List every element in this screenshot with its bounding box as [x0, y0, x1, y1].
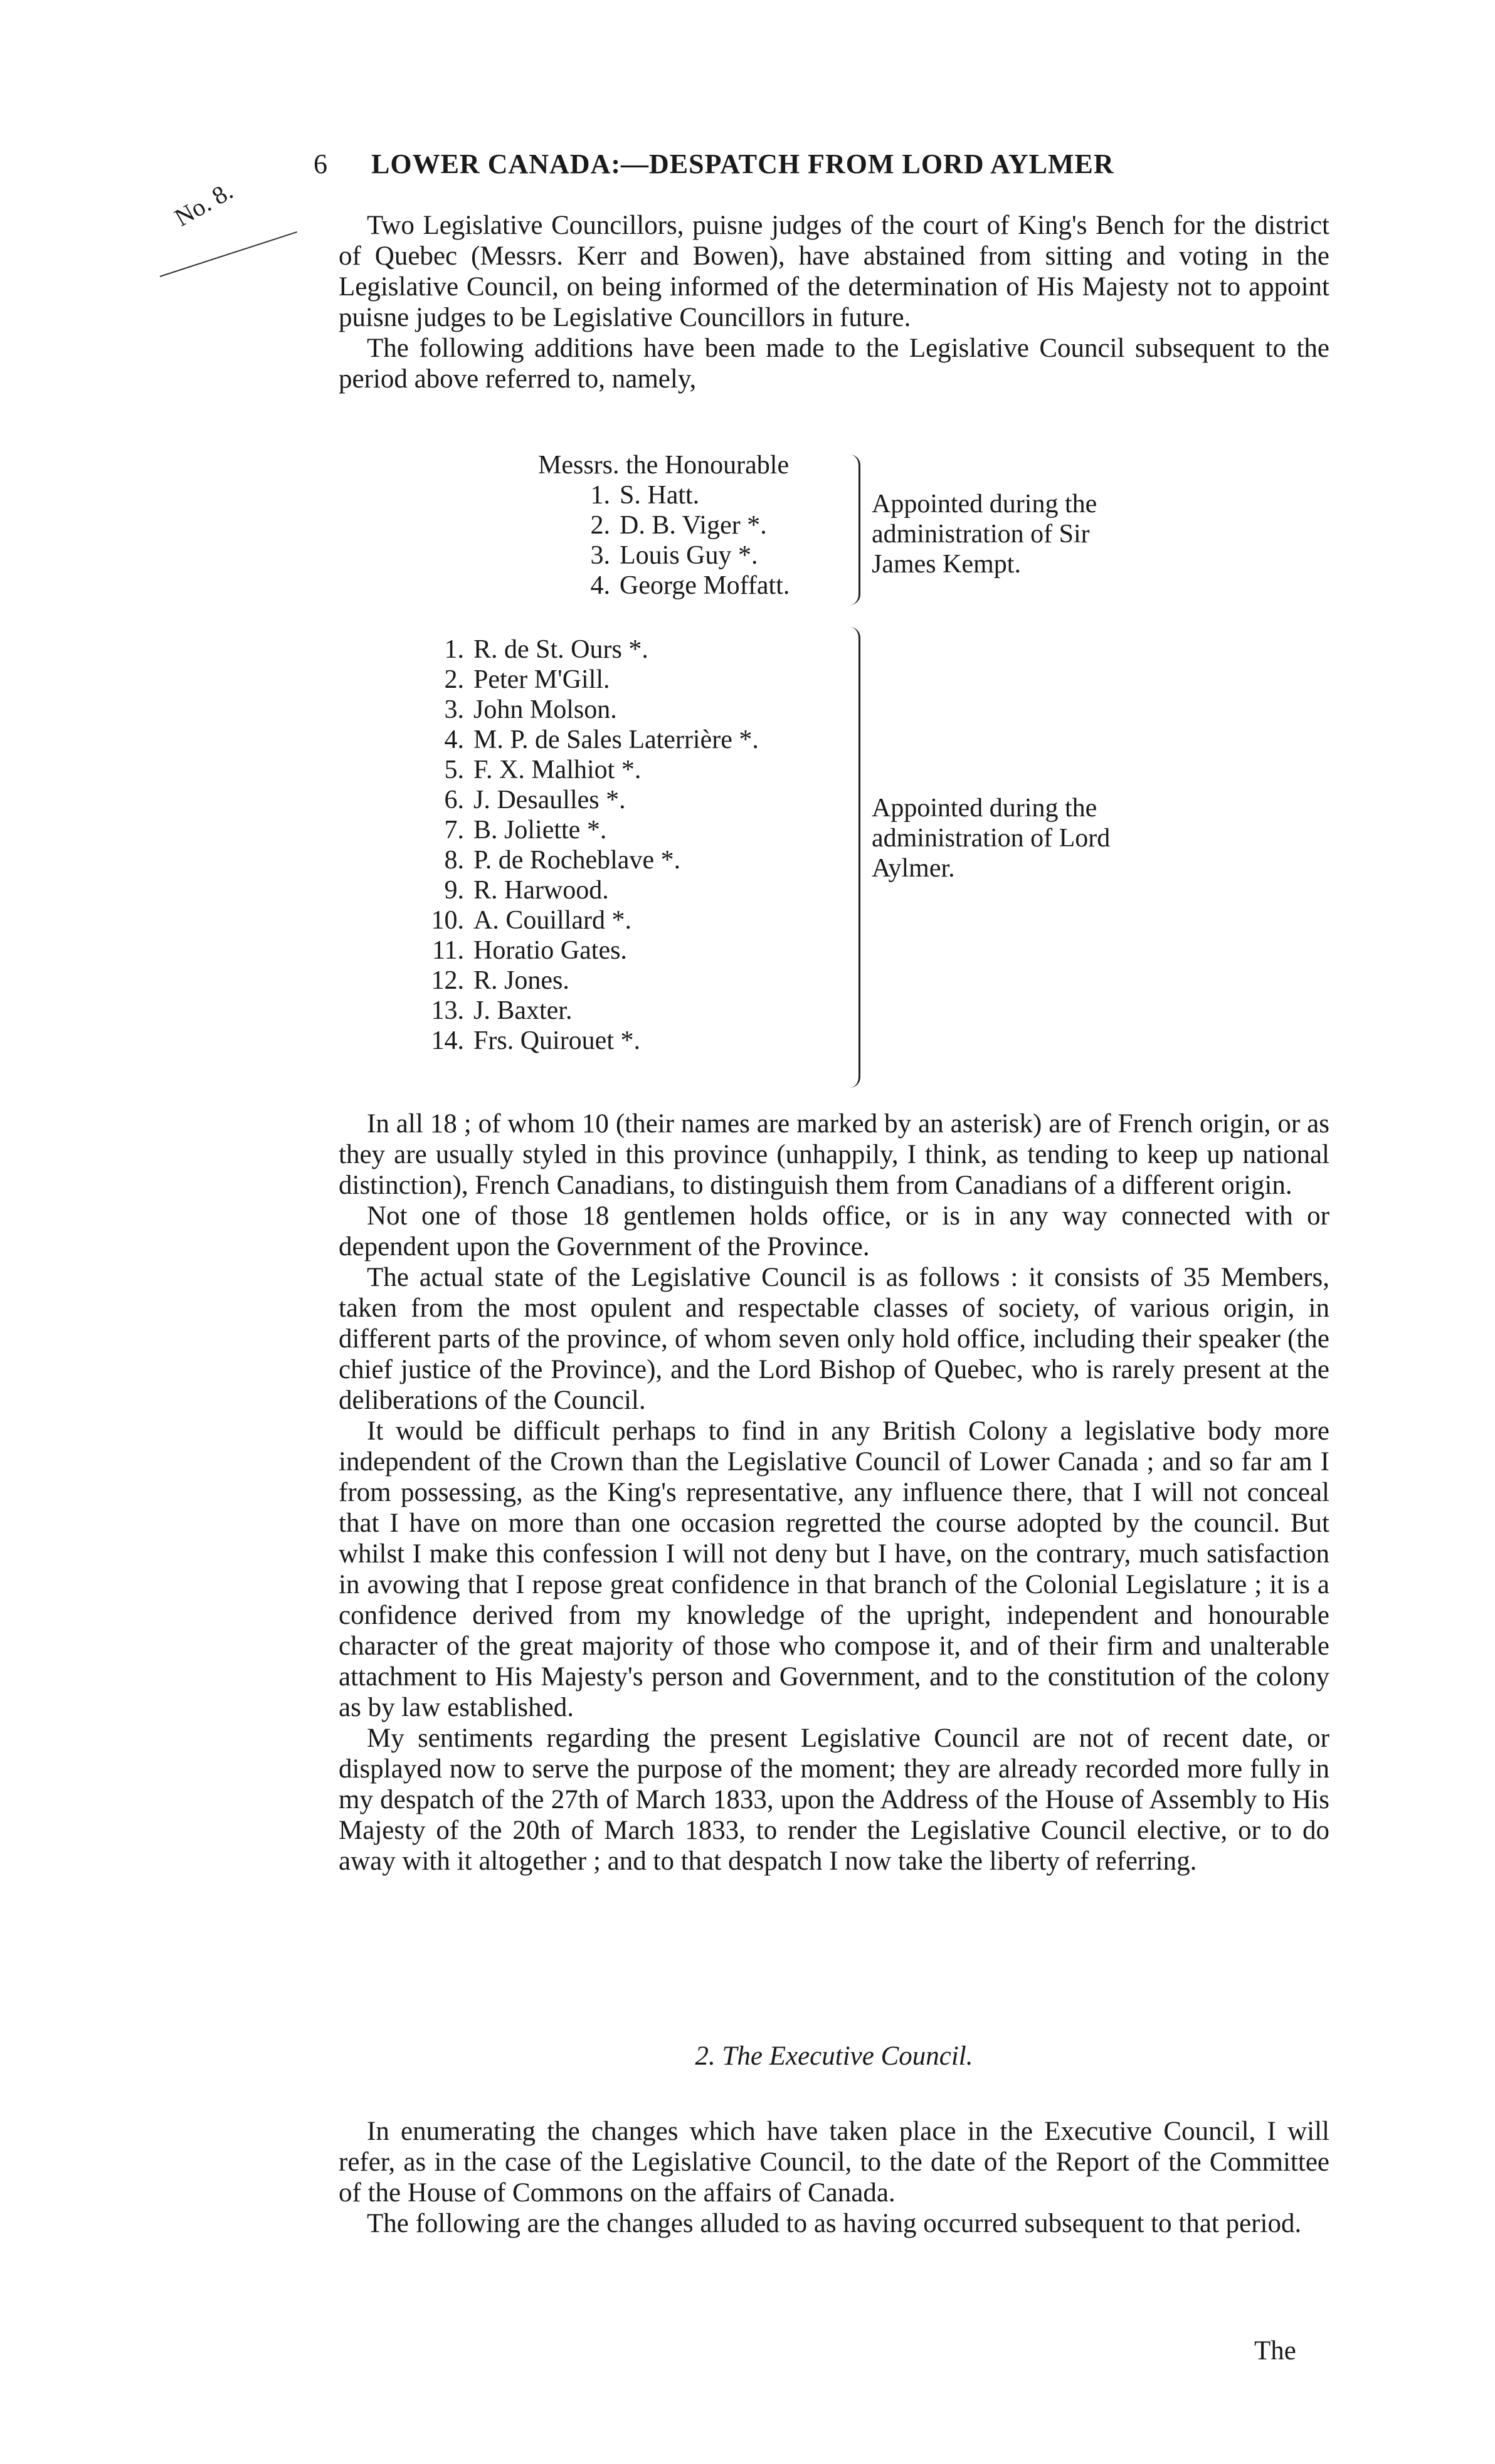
- paragraph: The following additions have been made to the Legislative Council subsequent to the period above referred to, namely,: [339, 334, 1329, 394]
- list-item: 6. J. Desaulles *.: [444, 786, 626, 814]
- margin-note: No. 8.: [169, 176, 238, 232]
- paragraph: The actual state of the Legislative Council is as follows : it consists of 35 Members, taken from the most opulent and respectable classes of society, of various origin, in different parts of the province, of whom seven only hold office, including their speaker (the chief justice of the Province), and the Lord Bishop of Quebec, who is rarely present at the deliberations of the Council.: [339, 1263, 1329, 1415]
- list-item: 9. R. Harwood.: [444, 876, 609, 905]
- paragraph: My sentiments regarding the present Legislative Council are not of recent date, or displayed now to serve the purpose of the moment; they are already recorded more fully in my despatch of the 27th of March 1833, upon the Address of the House of Assembly to His Majesty of the 20th of March 1833, to render the Legislative Council elective, or to do away with it altogether ; and to that despatch I now take the liberty of referring.: [339, 1724, 1329, 1876]
- list-item: 4. George Moffatt.: [590, 571, 790, 600]
- list-heading: Messrs. the Honourable: [538, 451, 790, 480]
- intro-text: [339, 210, 1329, 394]
- appointments-list-kempt: [538, 450, 864, 601]
- appointments-list-aylmer: [426, 634, 865, 1056]
- list-item: 7. B. Joliette *.: [444, 816, 607, 845]
- paragraph: Two Legislative Councillors, puisne judges of the court of King's Bench for the district of Quebec (Messrs. Kerr and Bowen), have abstained from sitting and voting in the Legislative Council, on being informed of the determination of His Majesty not to appoint puisne judges to be Legislative Councillors in future.: [339, 211, 1329, 332]
- list-item: 12. R. Jones.: [431, 966, 569, 995]
- list-item: 14. Frs. Quirouet *.: [431, 1026, 640, 1055]
- paragraph: In enumerating the changes which have taken place in the Executive Council, I will refer, as in the case of the Legislative Council, to the date of the Report of the Committee of the House of Commons on the affairs of Canada.: [339, 2117, 1329, 2208]
- paragraph: The following are the changes alluded to as having occurred subsequent to that period.: [367, 2209, 1302, 2238]
- paragraph: In all 18 ; of whom 10 (their names are marked by an asterisk) are of French origin, or as they are usually styled in this province (unhappily, I think, as tending to keep up national distinction), French Canadians, to distinguish them from Canadians of a different origin.: [339, 1109, 1329, 1200]
- list-item: 3. Louis Guy *.: [590, 541, 758, 570]
- list-item: 11. Horatio Gates.: [432, 936, 627, 965]
- brace: [850, 455, 860, 605]
- brace-note: Appointed during the administration of Lord Aylmer.: [872, 794, 1111, 883]
- brace: [850, 627, 860, 1088]
- list-item: 1. S. Hatt.: [590, 481, 700, 510]
- list-item: 5. F. X. Malhiot *.: [444, 756, 642, 784]
- list-item: 2. Peter M'Gill.: [444, 665, 610, 694]
- list-item: 4. M. P. de Sales Laterrière *.: [444, 725, 759, 754]
- running-title: LOWER CANADA:—DESPATCH FROM LORD AYLMER: [371, 149, 1114, 179]
- brace-note: Appointed during the administration of Sir James Kempt.: [872, 490, 1097, 579]
- section-heading: 2. The Executive Council.: [695, 2041, 973, 2071]
- running-header: [314, 148, 1348, 180]
- catchword: The: [1254, 2336, 1296, 2366]
- list-item: 13. J. Baxter.: [431, 996, 573, 1025]
- body-text-2: [339, 2116, 1329, 2239]
- body-text: [339, 1108, 1329, 1877]
- list-item: 3. John Molson.: [444, 695, 617, 724]
- list-item: 8. P. de Rocheblave *.: [444, 846, 681, 875]
- list-item: 2. D. B. Viger *.: [590, 511, 767, 540]
- paragraph: Not one of those 18 gentlemen holds office, or is in any way connected with or dependent upon the Government of the Province.: [339, 1201, 1329, 1261]
- list-item: 1. R. de St. Ours *.: [444, 635, 648, 664]
- paragraph: It would be difficult perhaps to find in any British Colony a legislative body more independent of the Crown than the Legislative Council of Lower Canada ; and so far am I from possessing, as the King's representative, any influence there, that I will not conceal that I have on more than one occasion regretted the course adopted by the council. But whilst I make this confession I will not deny but I have, on the contrary, much satisfaction in avowing that I repose great confidence in that branch of the Colonial Legislature ; it is a confidence derived from my knowledge of the upright, independent and honourable character of the great majority of those who compose it, and of their firm and unalterable attachment to His Majesty's person and Government, and to the constitution of the colony as by law established.: [339, 1416, 1329, 1722]
- list-item: 10. A. Couillard *.: [431, 906, 631, 935]
- page-number: 6: [314, 149, 328, 179]
- margin-rule: [160, 231, 297, 277]
